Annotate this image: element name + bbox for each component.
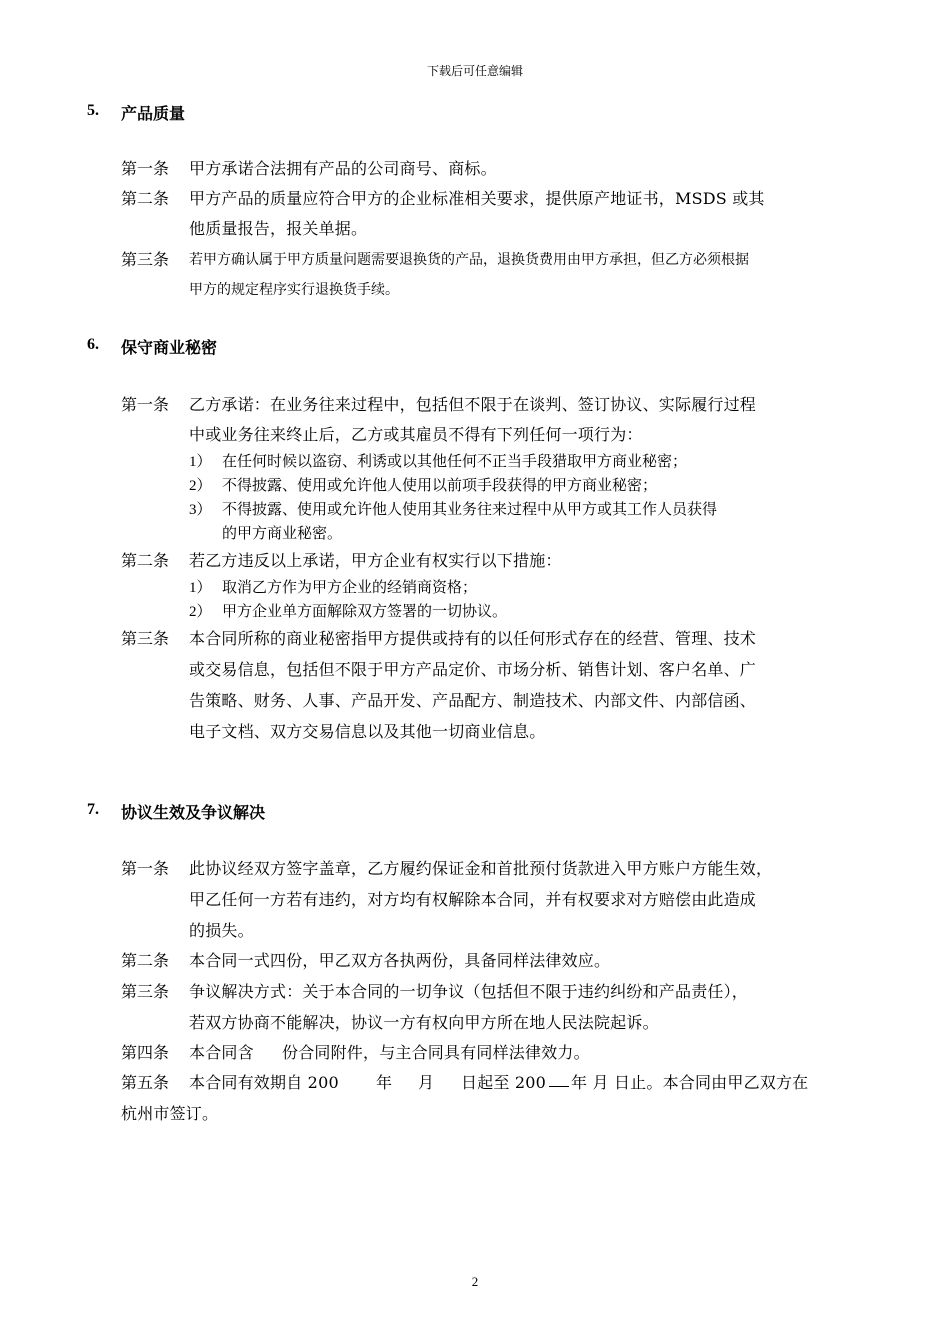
clause-text: 本合同一式四份，甲乙双方各执两份，具备同样法律效应。 (189, 951, 611, 970)
clause-text: 年 月 日止。本合同由甲乙双方在 (571, 1073, 809, 1092)
clause-label: 第三条 (121, 250, 170, 269)
clause-text: 年 (376, 1073, 393, 1092)
list-item-number: 2） (189, 478, 212, 494)
clause-text: 日起至 200 (461, 1073, 547, 1092)
list-item: 的甲方商业秘密。 (222, 524, 343, 542)
section-7-title: 协议生效及争议解决 (121, 803, 266, 822)
clause-label: 第三条 (121, 629, 170, 648)
page-header: 下载后可任意编辑 (426, 64, 523, 78)
clause-text: 争议解决方式：关于本合同的一切争议（包括但不限于违约纠纷和产品责任）， (189, 982, 749, 1001)
section-6-title: 保守商业秘密 (121, 338, 218, 357)
list-item: 取消乙方作为甲方企业的经销商资格； (222, 578, 478, 596)
list-item: 在任何时候以盗窃、利诱或以其他任何不正当手段猎取甲方商业秘密； (222, 452, 688, 470)
list-item: 不得披露、使用或允许他人使用以前项手段获得的甲方商业秘密； (222, 476, 658, 494)
list-item-number: 1） (189, 454, 212, 470)
clause-label: 第四条 (121, 1043, 170, 1062)
clause-text: 甲方产品的质量应符合甲方的企业标准相关要求，提供原产地证书，MSDS 或其 (189, 189, 765, 208)
blank-underline (549, 1072, 569, 1091)
clause-text: 甲方的规定程序实行退换货手续。 (189, 282, 399, 298)
clause-text: 月 (418, 1073, 435, 1092)
clause-label: 第五条 (121, 1073, 170, 1092)
clause-text: 中或业务往来终止后，乙方或其雇员不得有下列任何一项行为： (189, 425, 643, 444)
clause-text: 份合同附件，与主合同具有同样法律效力。 (282, 1043, 590, 1062)
clause-label: 第一条 (121, 395, 170, 414)
clause-label: 第二条 (121, 951, 170, 970)
clause-text: 若甲方确认属于甲方质量问题需要退换货的产品，退换货费用由甲方承担，但乙方必须根据 (189, 252, 749, 268)
clause-text: 本合同所称的商业秘密指甲方提供或持有的以任何形式存在的经营、管理、技术 (189, 629, 757, 648)
clause-text: 他质量报告，报关单据。 (189, 219, 368, 238)
page-number: 2 (471, 1274, 479, 1289)
clause-text: 若双方协商不能解决，协议一方有权向甲方所在地人民法院起诉。 (189, 1013, 659, 1032)
clause-label: 第二条 (121, 551, 170, 570)
section-7-number: 7. (87, 801, 99, 818)
clause-text: 若乙方违反以上承诺，甲方企业有权实行以下措施： (189, 551, 562, 570)
clause-text: 电子文档、双方交易信息以及其他一切商业信息。 (189, 722, 546, 741)
list-item-number: 1） (189, 580, 212, 596)
section-5-number: 5. (87, 102, 99, 119)
section-5-title: 产品质量 (121, 104, 186, 123)
clause-label: 第二条 (121, 189, 170, 208)
list-item: 不得披露、使用或允许他人使用其业务往来过程中从甲方或其工作人员获得 (222, 500, 718, 518)
clause-text: 甲乙任何一方若有违约，对方均有权解除本合同，并有权要求对方赔偿由此造成 (189, 890, 757, 909)
clause-text: 的损失。 (189, 921, 254, 940)
section-6-number: 6. (87, 336, 99, 353)
list-item-number: 2） (189, 604, 212, 620)
list-item-number: 3） (189, 502, 212, 518)
clause-text: 本合同有效期自 200 (189, 1073, 339, 1092)
list-item: 甲方企业单方面解除双方签署的一切协议。 (222, 602, 508, 620)
clause-text: 或交易信息，包括但不限于甲方产品定价、市场分析、销售计划、客户名单、广 (189, 660, 757, 679)
clause-text: 告策略、财务、人事、产品开发、产品配方、制造技术、内部文件、内部信函、 (189, 691, 757, 710)
clause-label: 第三条 (121, 982, 170, 1001)
clause-label: 第一条 (121, 859, 170, 878)
clause-text: 此协议经双方签字盖章，乙方履约保证金和首批预付货款进入甲方账户方能生效， (189, 859, 773, 878)
clause-label: 第一条 (121, 159, 170, 178)
clause-text: 甲方承诺合法拥有产品的公司商号、商标。 (189, 159, 497, 178)
clause-text: 杭州市签订。 (121, 1104, 219, 1123)
clause-text: 本合同含 (189, 1043, 254, 1062)
clause-text: 乙方承诺：在业务往来过程中，包括但不限于在谈判、签订协议、实际履行过程 (189, 395, 757, 414)
